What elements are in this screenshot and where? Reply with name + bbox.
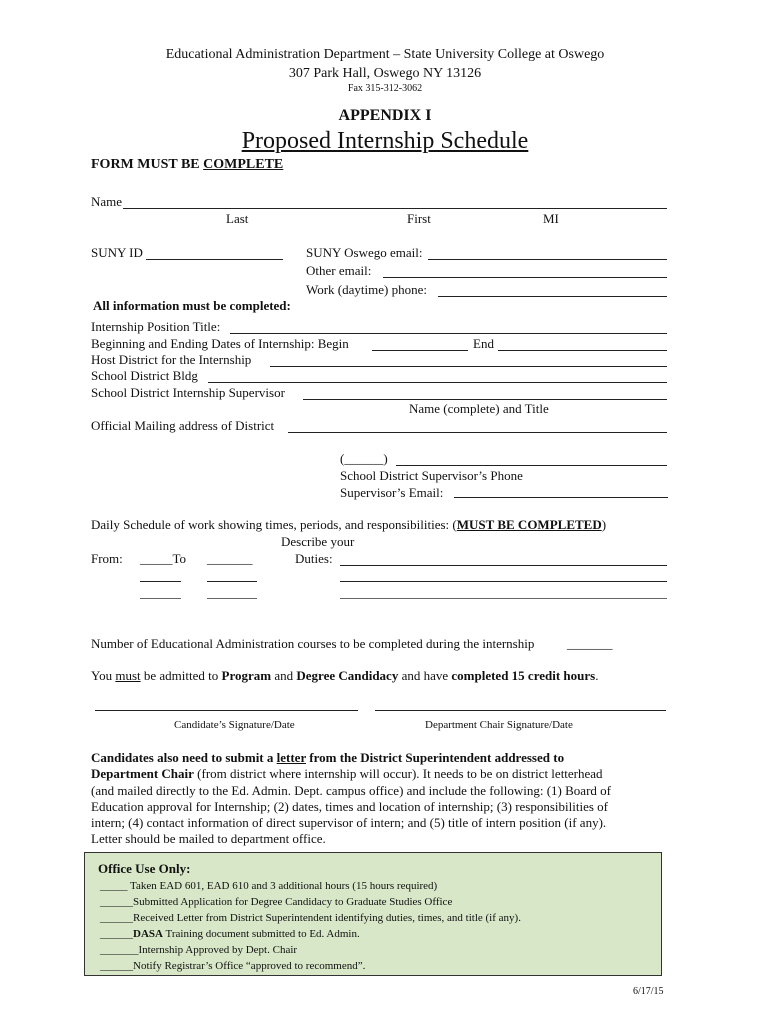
dates-label: Beginning and Ending Dates of Internship: Begin (91, 336, 349, 351)
daily-schedule-label: Daily Schedule of work showing times, periods, and responsibilities: (MUST BE COMPLETED) (91, 517, 607, 532)
supervisor-email-label: Supervisor’s Email: (340, 485, 444, 500)
position-title-label: Internship Position Title: (91, 319, 221, 334)
end-date-field[interactable] (498, 350, 667, 351)
header-address: 307 Park Hall, Oswego NY 13126 (288, 66, 482, 81)
mailing-address-field[interactable] (288, 432, 667, 433)
office-item-registrar: ______Notify Registrar’s Office “approved to recommend”. (100, 960, 366, 972)
other-email-label: Other email: (306, 263, 372, 278)
supervisor-phone-field[interactable] (396, 465, 667, 466)
office-use-title: Office Use Only: (98, 861, 191, 876)
oswego-email-field[interactable] (428, 259, 667, 260)
duties-field-3[interactable] (340, 598, 667, 599)
courses-label: Number of Educational Administration courses to be completed during the internship (91, 636, 535, 651)
end-date-label: End (473, 336, 494, 351)
school-bldg-field[interactable] (208, 382, 667, 383)
form-notice: FORM MUST BE COMPLETE (91, 157, 284, 172)
appendix-label: APPENDIX I (338, 107, 432, 124)
name-label: Name (91, 194, 123, 209)
candidate-signature-field[interactable] (95, 710, 358, 711)
page-title: Proposed Internship Schedule (241, 128, 529, 154)
office-item-candidacy: ______Submitted Application for Degree Candidacy to Graduate Studies Office (100, 896, 453, 908)
supervisor-field[interactable] (303, 399, 667, 400)
time-to-blank[interactable]: _______ (207, 551, 253, 566)
from-label: From: (91, 551, 123, 566)
other-email-field[interactable] (383, 277, 667, 278)
suny-id-field[interactable] (146, 259, 283, 260)
name-first-caption: First (407, 211, 431, 226)
supervisor-label: School District Internship Supervisor (91, 385, 285, 400)
time-from-field-3[interactable] (140, 598, 181, 599)
office-use-box (84, 852, 662, 976)
time-from-blank[interactable]: _____To (140, 551, 187, 566)
all-info-notice: All information must be completed: (93, 298, 291, 313)
name-mi-caption: MI (543, 211, 559, 226)
letter-instructions: Candidates also need to submit a letter from the District Superintendent addressed to Department Chair (from district where internship will occur). It needs to be on district letterhead (and mailed directly to the Ed. Admin. Dept. campus office) and include the following: (1) Board of Education approval for Internship; (2) dates, times and location of internship; (3) responsibilities of intern; (4) contact information of direct supervisor of intern; and (5) title of intern position (if any). Letter should be mailed to department office. (91, 750, 611, 847)
candidate-signature-caption: Candidate’s Signature/Date (174, 719, 295, 731)
begin-date-field[interactable] (372, 350, 468, 351)
office-item-dasa: ______DASA Training document submitted to Ed. Admin. (100, 928, 360, 940)
name-field[interactable] (123, 208, 667, 209)
describe-your-label: Describe your (281, 534, 355, 549)
name-last-caption: Last (226, 211, 249, 226)
work-phone-field[interactable] (438, 296, 667, 297)
phone-area-code[interactable]: (______) (340, 451, 388, 466)
revision-date: 6/17/15 (633, 986, 664, 997)
suny-id-label: SUNY ID (91, 245, 143, 260)
name-title-caption: Name (complete) and Title (409, 401, 549, 416)
work-phone-label: Work (daytime) phone: (306, 282, 427, 297)
chair-signature-caption: Department Chair Signature/Date (425, 719, 573, 731)
courses-field[interactable]: _______ (567, 636, 613, 651)
admission-requirement: You must be admitted to Program and Degree Candidacy and have completed 15 credit hours. (91, 668, 599, 683)
header-line1: Educational Administration Department – State University College at Oswego (165, 47, 605, 62)
duties-label: Duties: (295, 551, 333, 566)
supervisor-email-field[interactable] (454, 497, 668, 498)
office-item-courses: _____ Taken EAD 601, EAD 610 and 3 additional hours (15 hours required) (100, 880, 438, 892)
office-item-approved: _______Internship Approved by Dept. Chair (100, 944, 298, 956)
chair-signature-field[interactable] (375, 710, 666, 711)
host-district-label: Host District for the Internship (91, 352, 252, 367)
position-title-field[interactable] (230, 333, 667, 334)
time-to-field-3[interactable] (207, 598, 257, 599)
school-bldg-label: School District Bldg (91, 368, 198, 383)
time-from-field-2[interactable] (140, 581, 181, 582)
mailing-address-label: Official Mailing address of District (91, 418, 275, 433)
oswego-email-label: SUNY Oswego email: (306, 245, 423, 260)
host-district-field[interactable] (270, 366, 667, 367)
duties-field-2[interactable] (340, 581, 667, 582)
header-fax: Fax 315-312-3062 (347, 83, 423, 94)
supervisor-phone-caption: School District Supervisor’s Phone (340, 468, 523, 483)
office-item-letter: ______Received Letter from District Superintendent identifying duties, times, and title (if any). (100, 912, 521, 924)
duties-field-1[interactable] (340, 565, 667, 566)
time-to-field-2[interactable] (207, 581, 257, 582)
